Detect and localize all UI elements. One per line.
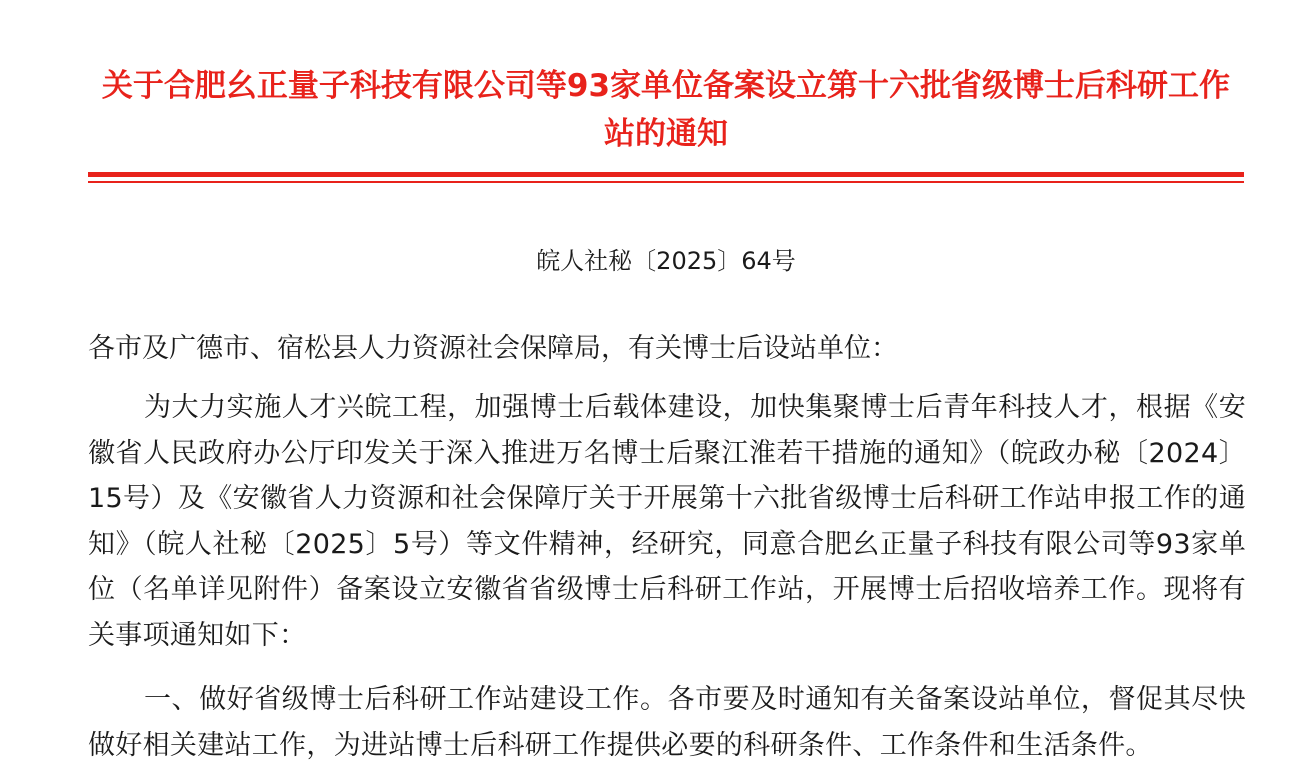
document-number: 皖人社秘〔2025〕64号 bbox=[536, 247, 796, 275]
red-header-rule-thick bbox=[88, 172, 1244, 177]
body-paragraph-1: 为大力实施人才兴皖工程，加强博士后载体建设，加快集聚博士后青年科技人才，根据《安徽省人民政府办公厅印发关于深入推进万名博士后聚江淮若干措施的通知》（皖政办秘〔2024〕15号）及《安徽省人力资源和社会保障厅关于开展第十六批省级博士后科研工作站申报工作的通知》（皖人社秘〔2025〕5号）等文件精神，经研究，同意合肥幺正量子科技有限公司等93家单位（名单详见附件）备案设立安徽省省级博士后科研工作站，开展博士后招收培养工作。现将有关事项通知如下： bbox=[88, 392, 1246, 651]
salutation: 各市及广德市、宿松县人力资源社会保障局，有关博士后设站单位： bbox=[88, 333, 898, 364]
document-title: 关于合肥幺正量子科技有限公司等93家单位备案设立第十六批省级博士后科研工作站的通知 bbox=[101, 68, 1231, 152]
red-header-rule-thin bbox=[88, 181, 1244, 183]
body-paragraph-2: 一、做好省级博士后科研工作站建设工作。各市要及时通知有关备案设站单位，督促其尽快做好相关建站工作，为进站博士后科研工作提供必要的科研条件、工作条件和生活条件。 bbox=[88, 684, 1246, 761]
